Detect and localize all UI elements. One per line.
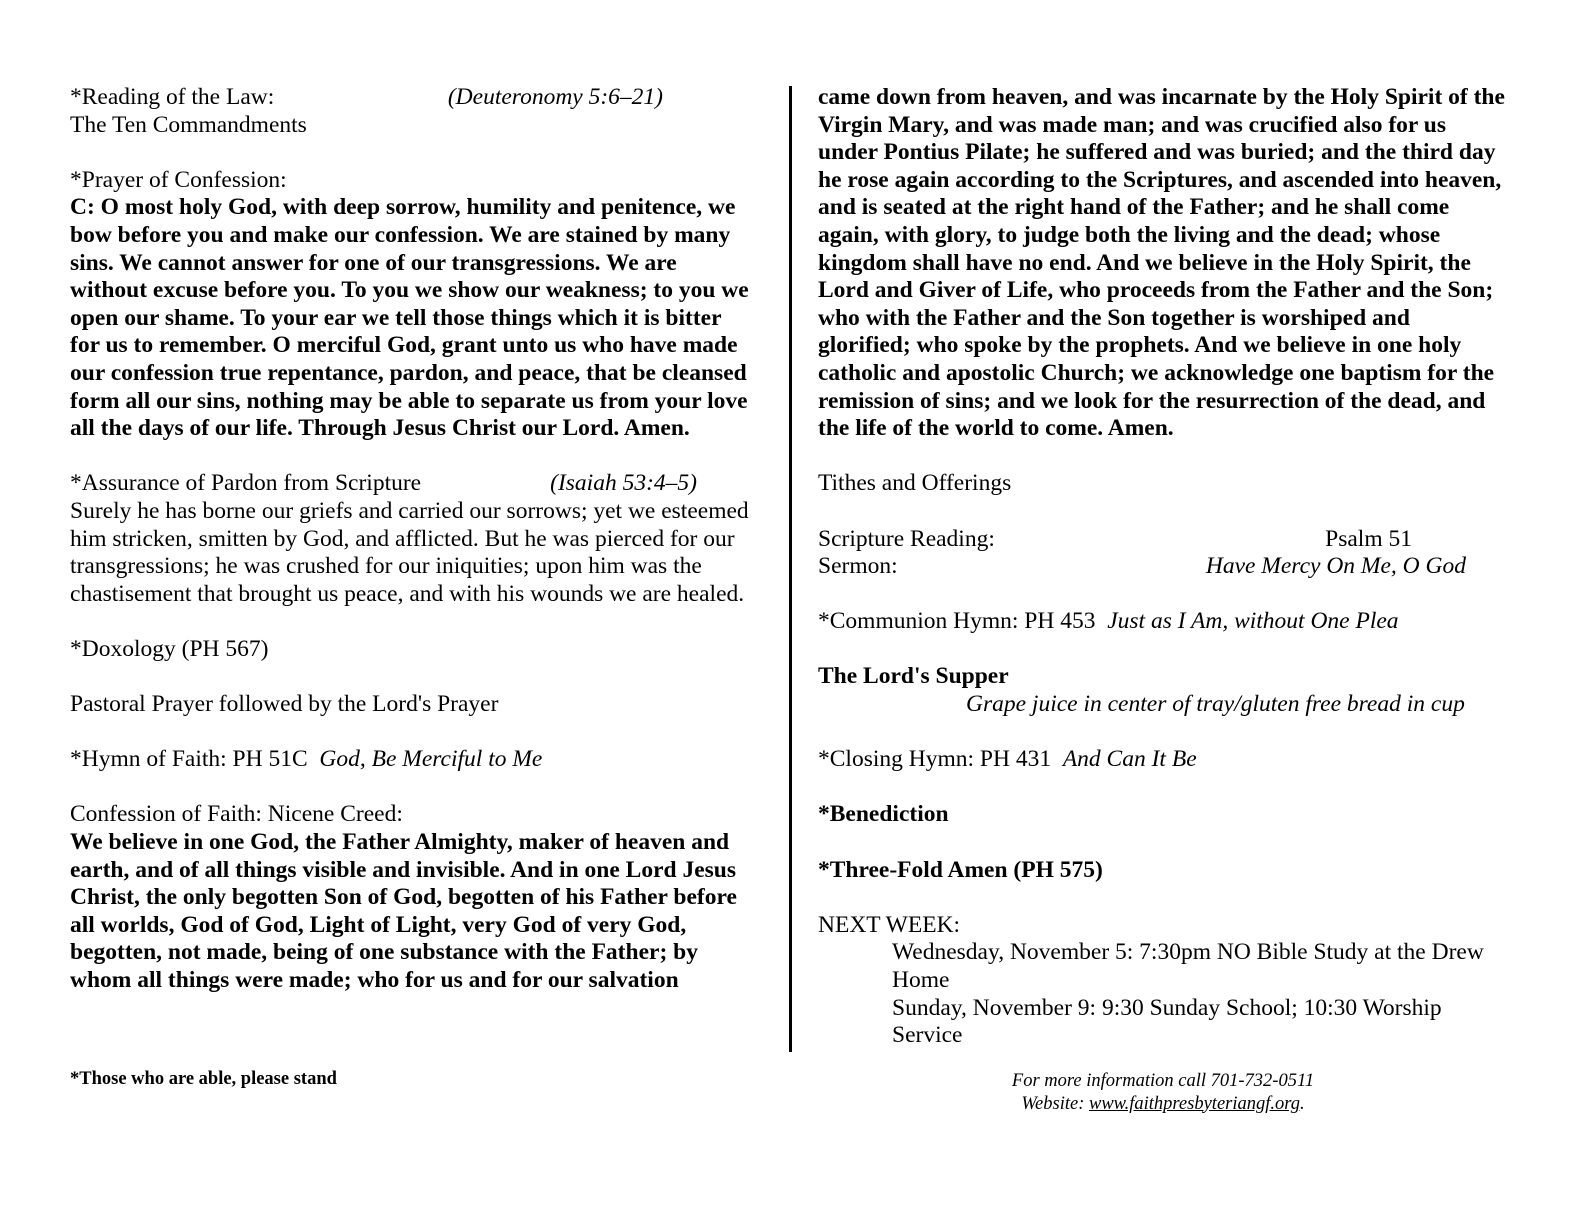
spacer (818, 884, 1508, 912)
three-fold-amen-line: *Three-Fold Amen (PH 575) (818, 856, 1103, 883)
scripture-reading-label: Scripture Reading: (818, 525, 995, 552)
communion-hymn-line (818, 608, 1508, 636)
closing-hymn-title: And Can It Be (1062, 746, 1197, 773)
website-label: Website: (1021, 1093, 1089, 1114)
communion-hymn-label: *Communion Hymn: PH 453 (818, 608, 1096, 635)
left-column (70, 84, 755, 995)
contact-footer (818, 1070, 1508, 1115)
prayer-of-confession-body: C: O most holy God, with deep sorrow, humility and penitence, we bow before you and make our confession. We are stained by many sins. We cannot answer for one of our transgressions. We are without excuse before you. To you we show our weakness; to you we open our shame. To your ear we tell those things which it is bitter for us to remember. O merciful God, grant unto us who have made our confession true repentance, pardon, and peace, that be cleansed form all our sins, nothing may be able to separate us from your love all the days of our life. Through Jesus Christ our Lord. Amen. (70, 194, 749, 442)
reading-of-law-citation: (Deuteronomy 5:6–21) (447, 84, 663, 110)
standing-note: *Those who are able, please stand (70, 1069, 337, 1089)
website-line (818, 1093, 1508, 1116)
hymn-of-faith-label: *Hymn of Faith: PH 51C (70, 746, 308, 773)
spacer (818, 774, 1508, 802)
spacer (70, 139, 755, 167)
pastoral-prayer-line: Pastoral Prayer followed by the Lord's Prayer (70, 691, 499, 718)
next-week-item: Wednesday, November 5: 7:30pm NO Bible Study at the Drew Home (892, 939, 1484, 993)
spacer (818, 443, 1508, 471)
nicene-creed-body-part2: came down from heaven, and was incarnate by the Holy Spirit of the Virgin Mary, and was made man; and was crucified also for us under Pontius Pilate; he suffered and was buried; and the third day he rose again according to the Scriptures, and ascended into heaven, and is seated at the right hand of the Father; and he shall come again, with glory, to judge both the living and the dead; whose kingdom shall have no end. And we believe in the Holy Spirit, the Lord and Giver of Life, who proceeds from the Father and the Son; who with the Father and the Son together is worshiped and glorified; who spoke by the prophets. And we believe in one holy catholic and apostolic Church; we acknowledge one baptism for the remission of sins; and we look for the resurrection of the dead, and the life of the world to come. Amen. (818, 84, 1505, 442)
spacer (818, 719, 1508, 747)
closing-hymn-line (818, 746, 1508, 774)
column-divider (789, 86, 792, 1052)
closing-hymn-label: *Closing Hymn: PH 431 (818, 746, 1052, 773)
sermon-row (818, 553, 1508, 581)
scripture-reading-value: Psalm 51 (1325, 525, 1412, 552)
prayer-of-confession-label: *Prayer of Confession: (70, 166, 287, 193)
spacer (818, 581, 1508, 609)
lords-supper-note: Grape juice in center of tray/gluten free bread in cup (966, 691, 1465, 718)
spacer (70, 774, 755, 802)
reading-of-law-label: *Reading of the Law: (70, 84, 275, 110)
hymn-of-faith-title: God, Be Merciful to Me (319, 746, 543, 773)
sermon-title: Have Mercy On Me, O God (1205, 553, 1466, 580)
assurance-of-pardon-citation: (Isaiah 53:4–5) (550, 470, 697, 497)
assurance-of-pardon-body: Surely he has borne our griefs and carried our sorrows; yet we esteemed him stricken, smitten by God, and afflicted. But he was pierced for our transgressions; he was crushed for our iniquities; upon him was the chastisement that brought us peace, and with his wounds we are healed. (70, 497, 749, 607)
lords-supper-heading: The Lord's Supper (818, 663, 1009, 690)
communion-hymn-title: Just as I Am, without One Plea (1107, 608, 1399, 635)
hymn-of-faith-line (70, 746, 755, 774)
spacer (818, 829, 1508, 857)
sermon-label: Sermon: (818, 553, 898, 580)
benediction-line: *Benediction (818, 801, 949, 828)
spacer (70, 443, 755, 471)
next-week-heading: NEXT WEEK: (818, 911, 961, 938)
ten-commandments-subtitle: The Ten Commandments (70, 111, 307, 138)
right-column (818, 84, 1508, 1050)
assurance-of-pardon-label: *Assurance of Pardon from Scripture (70, 470, 422, 497)
confession-of-faith-label: Confession of Faith: Nicene Creed: (70, 801, 403, 828)
doxology-line: *Doxology (PH 567) (70, 635, 269, 662)
website-link[interactable]: www.faithpresbyteriangf.org (1088, 1093, 1301, 1114)
website-period: . (1300, 1093, 1305, 1114)
contact-phone-line: For more information call 701-732-0511 (1011, 1071, 1315, 1091)
spacer (818, 636, 1508, 664)
next-week-item: Sunday, November 9: 9:30 Sunday School; 10:30 Worship Service (892, 994, 1442, 1049)
spacer (70, 663, 755, 691)
scripture-reading-row (818, 526, 1508, 554)
tithes-and-offerings-line: Tithes and Offerings (818, 470, 1012, 497)
spacer (818, 498, 1508, 526)
spacer (70, 608, 755, 636)
reading-of-law-row (70, 84, 755, 112)
spacer (70, 719, 755, 747)
nicene-creed-body-part1: We believe in one God, the Father Almighty, maker of heaven and earth, and of all things visible and invisible. And in one Lord Jesus Christ, the only begotten Son of God, begotten of his Father before all worlds, God of God, Light of Light, very God of very God, begotten, not made, being of one substance with the Father; by whom all things were made; who for us and for our salvation (70, 829, 737, 993)
assurance-of-pardon-row (70, 470, 755, 498)
